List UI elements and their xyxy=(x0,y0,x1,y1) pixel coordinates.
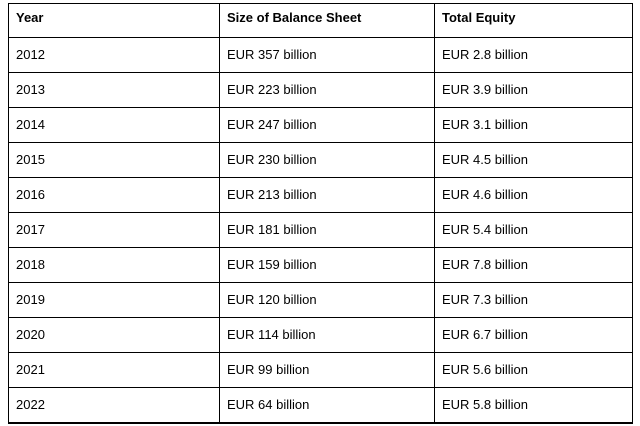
cell-balance-sheet-size: EUR 223 billion xyxy=(220,73,435,108)
cell-balance-sheet-size: EUR 181 billion xyxy=(220,213,435,248)
cell-year: 2013 xyxy=(9,73,220,108)
cell-total-equity: EUR 2.8 billion xyxy=(435,38,633,73)
cell-year: 2020 xyxy=(9,318,220,353)
table-row xyxy=(9,143,633,178)
cell-total-equity: EUR 3.9 billion xyxy=(435,73,633,108)
table-row xyxy=(9,283,633,318)
cell-total-equity: EUR 5.4 billion xyxy=(435,213,633,248)
table-row xyxy=(9,353,633,388)
cell-balance-sheet-size: EUR 247 billion xyxy=(220,108,435,143)
cell-year: 2012 xyxy=(9,38,220,73)
cell-year: 2017 xyxy=(9,213,220,248)
header-total-equity: Total Equity xyxy=(435,4,633,38)
cell-year: 2021 xyxy=(9,353,220,388)
cell-balance-sheet-size: EUR 159 billion xyxy=(220,248,435,283)
table-row xyxy=(9,178,633,213)
table-row xyxy=(9,73,633,108)
cell-balance-sheet-size: EUR 230 billion xyxy=(220,143,435,178)
cell-year: 2018 xyxy=(9,248,220,283)
cell-year: 2016 xyxy=(9,178,220,213)
cell-total-equity: EUR 6.7 billion xyxy=(435,318,633,353)
header-year: Year xyxy=(9,4,220,38)
table-row xyxy=(9,213,633,248)
table-row xyxy=(9,38,633,73)
table-header-row xyxy=(9,4,633,38)
table-row xyxy=(9,248,633,283)
header-balance-sheet-size: Size of Balance Sheet xyxy=(220,4,435,38)
cell-total-equity: EUR 5.6 billion xyxy=(435,353,633,388)
cell-balance-sheet-size: EUR 357 billion xyxy=(220,38,435,73)
cell-total-equity: EUR 7.8 billion xyxy=(435,248,633,283)
balance-sheet-table xyxy=(8,3,633,424)
cell-balance-sheet-size: EUR 99 billion xyxy=(220,353,435,388)
cell-total-equity: EUR 4.6 billion xyxy=(435,178,633,213)
cell-total-equity: EUR 7.3 billion xyxy=(435,283,633,318)
cell-year: 2022 xyxy=(9,388,220,423)
cell-balance-sheet-size: EUR 213 billion xyxy=(220,178,435,213)
table-row xyxy=(9,108,633,143)
cell-balance-sheet-size: EUR 120 billion xyxy=(220,283,435,318)
table-row xyxy=(9,388,633,423)
cell-balance-sheet-size: EUR 64 billion xyxy=(220,388,435,423)
cell-total-equity: EUR 4.5 billion xyxy=(435,143,633,178)
cell-total-equity: EUR 5.8 billion xyxy=(435,388,633,423)
cell-total-equity: EUR 3.1 billion xyxy=(435,108,633,143)
cell-balance-sheet-size: EUR 114 billion xyxy=(220,318,435,353)
cell-year: 2015 xyxy=(9,143,220,178)
cell-year: 2019 xyxy=(9,283,220,318)
table-row xyxy=(9,318,633,353)
cell-year: 2014 xyxy=(9,108,220,143)
